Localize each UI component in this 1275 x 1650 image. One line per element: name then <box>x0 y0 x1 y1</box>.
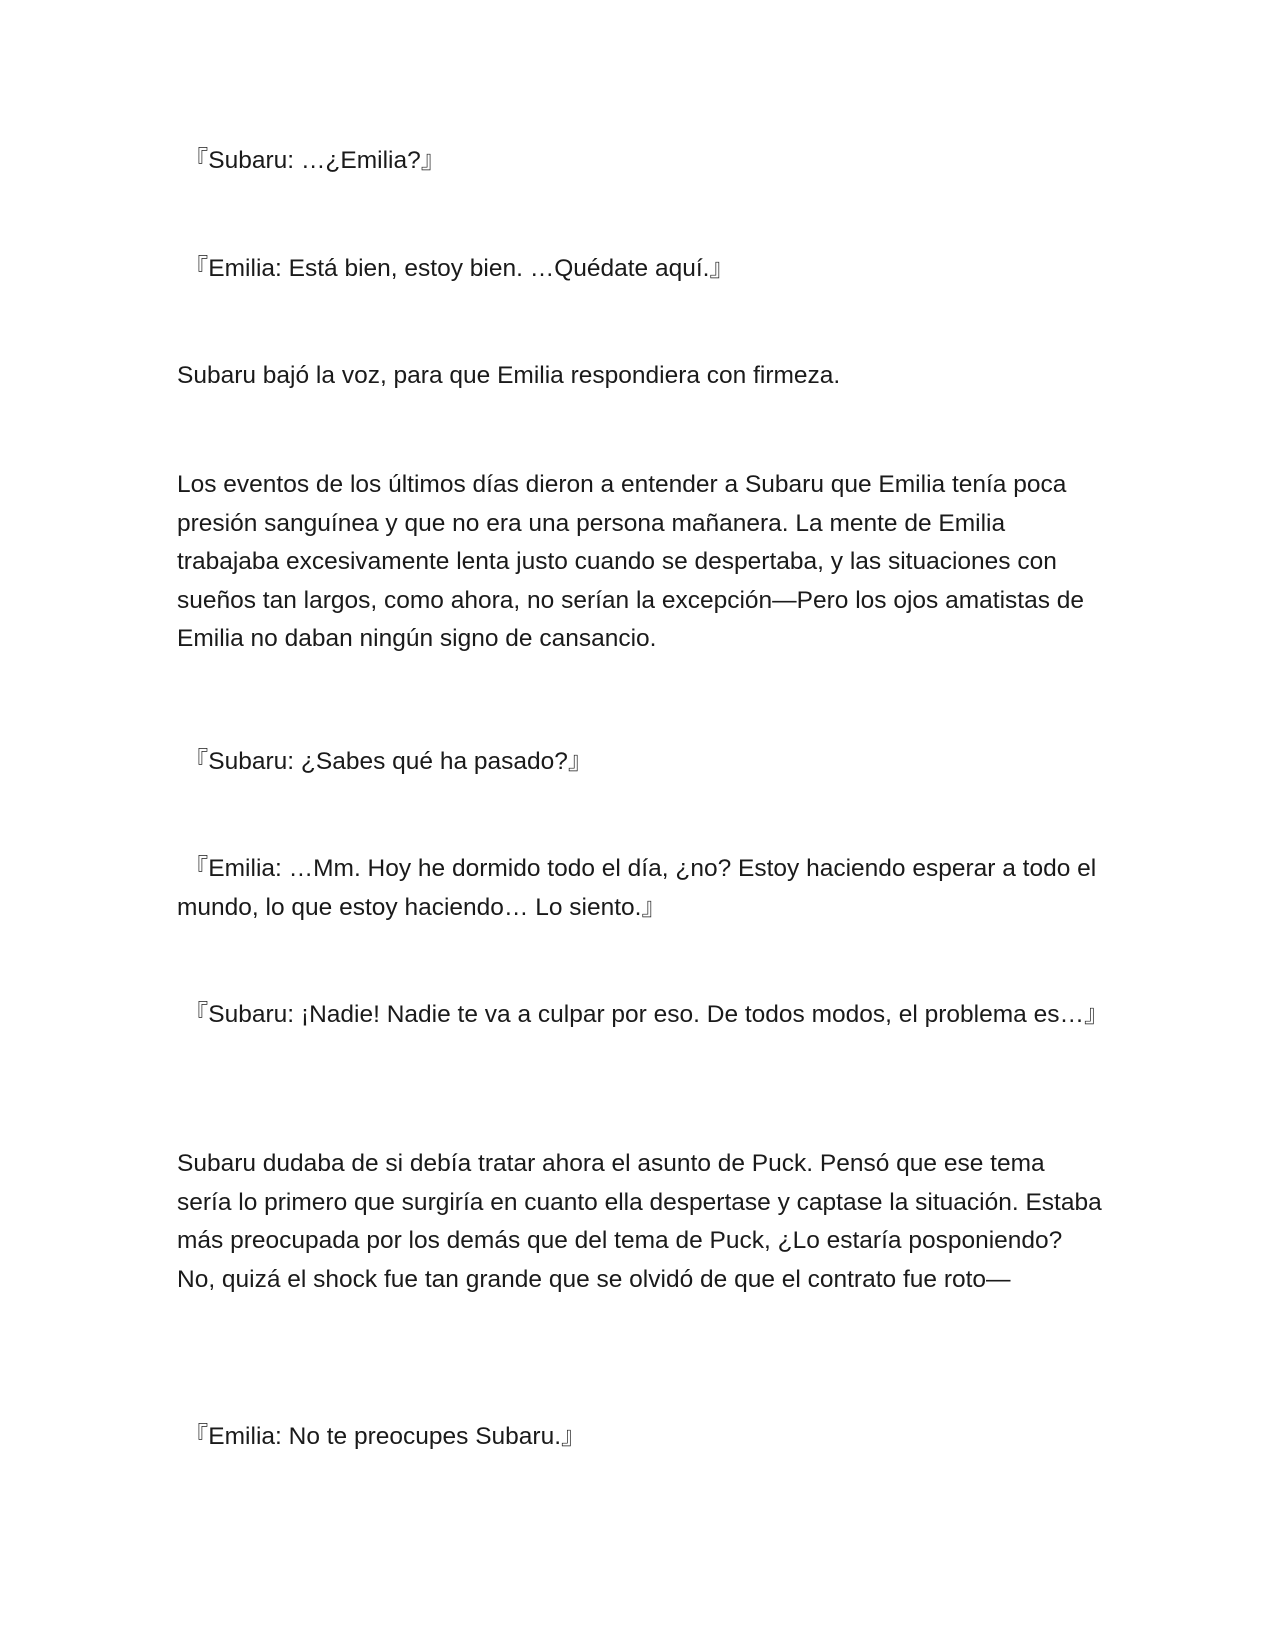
dialogue-paragraph: 『Emilia: No te preocupes Subaru.』 <box>177 1423 586 1450</box>
dialogue-paragraph: 『Subaru: …¿Emilia?』 <box>177 147 446 174</box>
dialogue-paragraph: 『Subaru: ¿Sabes qué ha pasado?』 <box>177 748 593 775</box>
dialogue-paragraph: 『Emilia: Está bien, estoy bien. …Quédate aquí.』 <box>177 255 734 282</box>
dialogue-paragraph: 『Emilia: …Mm. Hoy he dormido todo el día, ¿no? Estoy haciendo esperar a todo el mundo, lo que estoy haciendo… Lo siento.』 <box>177 855 1097 921</box>
narration-paragraph: Subaru dudaba de si debía tratar ahora el asunto de Puck. Pensó que ese tema sería lo primero que surgiría en cuanto ella despertase y captase la situación. Estaba más preocupada por los demás que del tema de Puck, ¿Lo estaría posponiendo? No, quizá el shock fue tan grande que se olvidó de que el contrato fue roto— <box>177 1150 1102 1293</box>
dialogue-paragraph: 『Subaru: ¡Nadie! Nadie te va a culpar por eso. De todos modos, el problema es…』 <box>177 1001 1109 1028</box>
narration-paragraph: Los eventos de los últimos días dieron a entender a Subaru que Emilia tenía poca presión sanguínea y que no era una persona mañanera. La mente de Emilia trabajaba excesivamente lenta justo cuando se despertaba, y las situaciones con sueños tan largos, como ahora, no serían la excepción—Pero los ojos amatistas de Emilia no daban ningún signo de cansancio. <box>177 471 1085 652</box>
narration-paragraph: Subaru bajó la voz, para que Emilia respondiera con firmeza. <box>177 362 841 389</box>
